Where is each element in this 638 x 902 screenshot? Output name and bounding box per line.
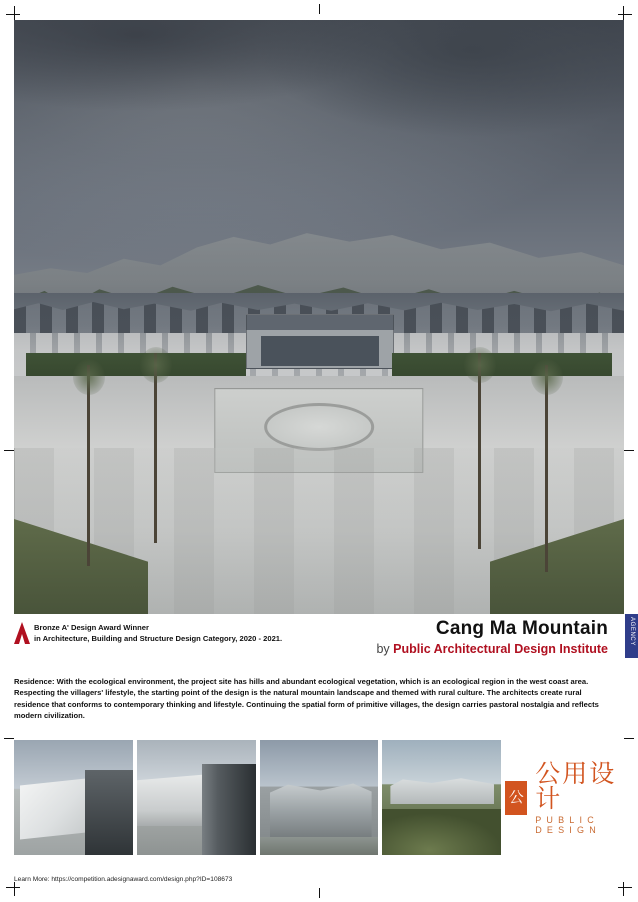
tree-icon	[545, 365, 548, 573]
hero-photo	[14, 20, 624, 614]
page-title: Cang Ma Mountain	[435, 618, 608, 639]
award-line-2: in Architecture, Building and Structure Design Category, 2020 - 2021.	[34, 633, 283, 643]
thumbnail-modern-white-building[interactable]	[14, 740, 133, 855]
plaza-oval-medallion	[264, 403, 374, 451]
tree-icon	[478, 353, 481, 549]
crop-mark	[624, 738, 634, 739]
caption-bar	[14, 618, 624, 670]
tree-icon	[87, 365, 90, 567]
brand-name-cn: 公用设计	[535, 758, 617, 813]
crop-mark	[6, 14, 20, 15]
title-block	[376, 618, 608, 657]
thumbnail-garden-landscape[interactable]	[382, 740, 501, 855]
crop-mark	[319, 4, 320, 14]
byline	[376, 641, 608, 657]
crop-mark	[623, 6, 624, 20]
award-block	[14, 622, 282, 644]
brand-logo	[505, 740, 624, 855]
crop-mark	[623, 882, 624, 896]
agency-side-tab	[625, 614, 638, 658]
thumbnail-residential-blocks[interactable]	[260, 740, 379, 855]
project-description: Residence: With the ecological environment, the project site has hills and abundant ecological vegetation, which is an ecological region in the west coast area. Respecting the villagers' lifestyle, the starting point of the design is the natural mountain landscape and themed with rural culture. The architects create rural residence that conforms to contemporary thinking and lifestyle. Continuing the spatial form of primitive villages, the design carries pastoral nostalgia and reflects modern civilization.	[14, 677, 599, 721]
crop-mark	[14, 6, 15, 20]
thumbnail-strip	[14, 740, 624, 855]
crop-mark	[624, 450, 634, 451]
crop-mark	[4, 738, 14, 739]
crop-mark	[618, 887, 632, 888]
award-text	[34, 622, 282, 644]
crop-mark	[618, 14, 632, 15]
crop-mark	[319, 888, 320, 898]
agency-side-tab-label: AGENCY	[629, 617, 635, 646]
brand-name-en: PUBLIC DESIGN	[535, 814, 601, 835]
award-line-1: Bronze A' Design Award Winner	[34, 623, 149, 632]
crop-mark	[6, 887, 20, 888]
learn-more-link[interactable]: Learn More: https://competition.adesignaward.com/design.php?ID=108673	[14, 876, 233, 883]
seal-icon: 公	[505, 781, 527, 815]
byline-prefix: by	[376, 642, 390, 656]
tree-icon	[154, 353, 157, 543]
thumbnail-street-view-courtyard[interactable]	[137, 740, 256, 855]
crop-mark	[4, 450, 14, 451]
crop-mark	[14, 882, 15, 896]
studio-name: Public Architectural Design Institute	[393, 642, 608, 656]
a-prime-logo-icon	[14, 622, 30, 644]
central-pavilion	[246, 314, 394, 369]
